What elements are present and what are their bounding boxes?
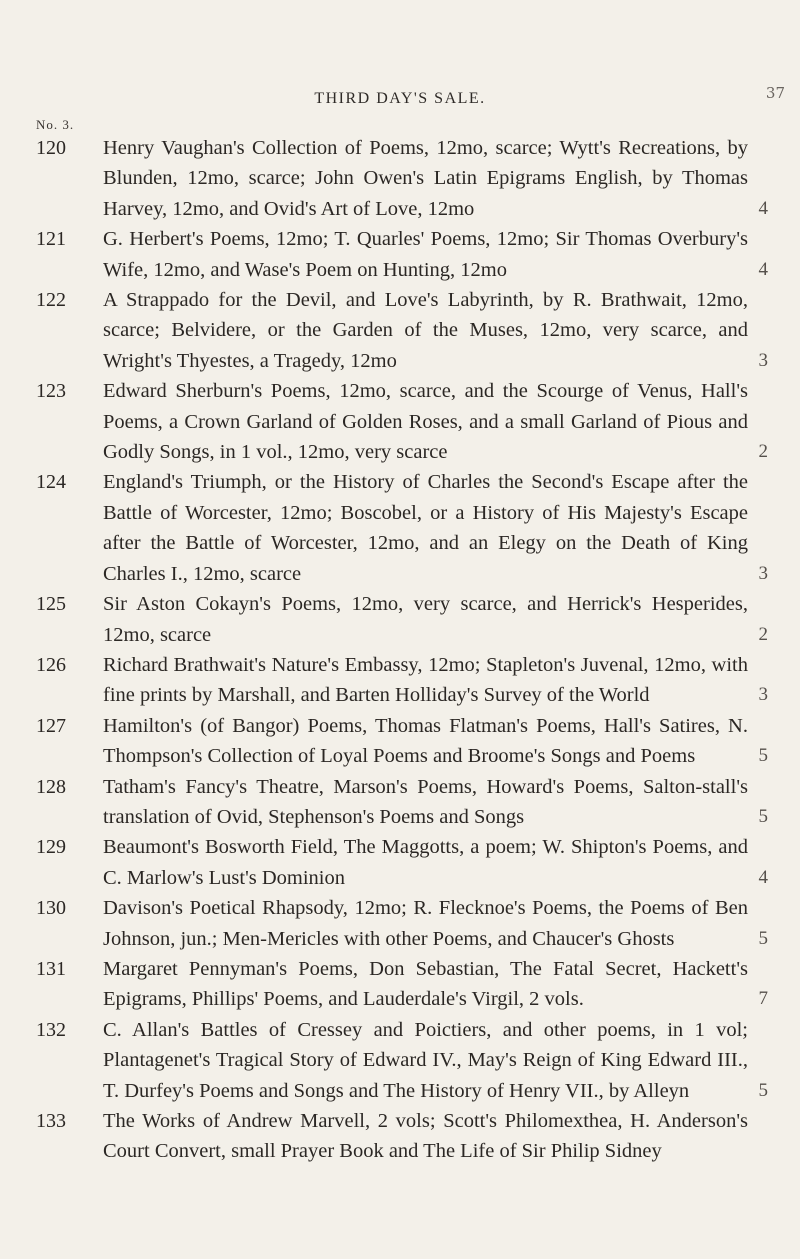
lot-price: 4 xyxy=(758,866,768,888)
lot-number: 120 xyxy=(36,137,66,159)
lot-price: 2 xyxy=(758,441,768,463)
lot-description: Richard Brathwait's Nature's Embassy, 12mo; Stapleton's Juvenal, 12mo, with fine prints by Marshall, and Barten Holliday's Survey of the World xyxy=(103,653,748,707)
lot-description: Margaret Pennyman's Poems, Don Sebastian, The Fatal Secret, Hackett's Epigrams, Phillips' Poems, and Lauderdale's Virgil, 2 vols. xyxy=(103,957,748,1011)
lot-price: 4 xyxy=(758,258,768,280)
catalogue-entry xyxy=(0,711,800,772)
lot-number: 121 xyxy=(36,228,66,251)
catalogue-entry xyxy=(0,133,800,224)
catalogue-entry xyxy=(0,954,800,1015)
lot-description: G. Herbert's Poems, 12mo; T. Quarles' Poems, 12mo; Sir Thomas Overbury's Wife, 12mo, and Wase's Poem on Hunting, 12mo xyxy=(103,228,748,281)
lot-price: 5 xyxy=(758,1079,768,1101)
catalogue-entry xyxy=(0,285,800,376)
catalogue-entries xyxy=(0,133,800,1167)
lot-description: The Works of Andrew Marvell, 2 vols; Scott's Philomexthea, H. Anderson's Court Convert, small Prayer Book and The Life of Sir Philip Sidney xyxy=(103,1110,748,1163)
catalogue-entry xyxy=(0,893,800,954)
column-label: No. 3. xyxy=(36,117,75,132)
catalogue-entry xyxy=(0,1015,800,1106)
lot-description: Sir Aston Cokayn's Poems, 12mo, very scarce, and Herrick's Hesperides, 12mo, scarce xyxy=(103,593,748,646)
catalogue-entry xyxy=(0,772,800,833)
lot-number: 132 xyxy=(36,1018,66,1041)
lot-price: 3 xyxy=(758,349,768,371)
lot-number: 133 xyxy=(36,1110,66,1132)
lot-number: 130 xyxy=(36,897,66,920)
lot-description: A Strappado for the Devil, and Love's Labyrinth, by R. Brathwait, 12mo, scarce; Belvidere, or the Garden of the Muses, 12mo, very scarce, and Wright's Thyestes, a Tragedy, 12mo xyxy=(103,289,748,372)
lot-price: 5 xyxy=(758,805,768,827)
lot-description: England's Triumph, or the History of Charles the Second's Escape after the Battle of Worcester, 12mo; Boscobel, or a History of His Majesty's Escape after the Battle of Worcester, 12mo, and an Elegy on the Death of King Charles I., 12mo, scarce xyxy=(103,471,748,585)
lot-price: 7 xyxy=(758,988,768,1010)
lot-number: 131 xyxy=(36,957,66,980)
lot-number: 122 xyxy=(36,289,66,312)
lot-description: Henry Vaughan's Collection of Poems, 12mo, scarce; Wytt's Recreations, by Blunden, 12mo, scarce; John Owen's Latin Epigrams English, by Thomas Harvey, 12mo, and Ovid's Art of Love, 12mo xyxy=(103,137,748,220)
lot-price: 2 xyxy=(758,623,768,645)
lot-description: Davison's Poetical Rhapsody, 12mo; R. Flecknoe's Poems, the Poems of Ben Johnson, jun.; Men-Mericles with other Poems, and Chaucer's Ghosts xyxy=(103,897,748,950)
lot-number: 127 xyxy=(36,714,66,737)
lot-price: 5 xyxy=(758,745,768,767)
lot-number: 126 xyxy=(36,653,66,676)
catalogue-entry xyxy=(0,1106,800,1167)
lot-description: C. Allan's Battles of Cressey and Poictiers, and other poems, in 1 vol; Plantagenet's Tragical Story of Edward IV., May's Reign of King Edward III., T. Durfey's Poems and Songs and The History of Henry VII., by Alleyn xyxy=(103,1018,748,1102)
page-header xyxy=(0,84,800,116)
lot-description: Hamilton's (of Bangor) Poems, Thomas Flatman's Poems, Hall's Satires, N. Thompson's Collection of Loyal Poems and Broome's Songs and Poems xyxy=(103,714,748,768)
catalogue-entry xyxy=(0,589,800,650)
catalogue-entry xyxy=(0,467,800,589)
catalogue-entry xyxy=(0,224,800,285)
lot-number: 128 xyxy=(36,775,66,798)
lot-number: 124 xyxy=(36,471,66,494)
lot-number: 123 xyxy=(36,380,66,403)
lot-description: Edward Sherburn's Poems, 12mo, scarce, and the Scourge of Venus, Hall's Poems, a Crown Garland of Golden Roses, and a small Garland of Pious and Godly Songs, in 1 vol., 12mo, very scarce xyxy=(103,380,748,464)
lot-number: 125 xyxy=(36,593,66,616)
page-number: 37 xyxy=(765,84,785,102)
lot-price: 5 xyxy=(758,927,768,949)
lot-price: 3 xyxy=(758,684,768,706)
running-title: THIRD DAY'S SALE. xyxy=(314,90,486,107)
lot-number: 129 xyxy=(36,836,66,859)
lot-description: Beaumont's Bosworth Field, The Maggotts, a poem; W. Shipton's Poems, and C. Marlow's Lust's Dominion xyxy=(103,836,748,889)
lot-price: 3 xyxy=(758,562,768,584)
catalogue-entry xyxy=(0,832,800,893)
catalogue-entry xyxy=(0,650,800,711)
lot-description: Tatham's Fancy's Theatre, Marson's Poems, Howard's Poems, Salton-stall's translation of Ovid, Stephenson's Poems and Songs xyxy=(103,775,748,828)
catalogue-entry xyxy=(0,376,800,467)
lot-price: 4 xyxy=(758,197,768,219)
